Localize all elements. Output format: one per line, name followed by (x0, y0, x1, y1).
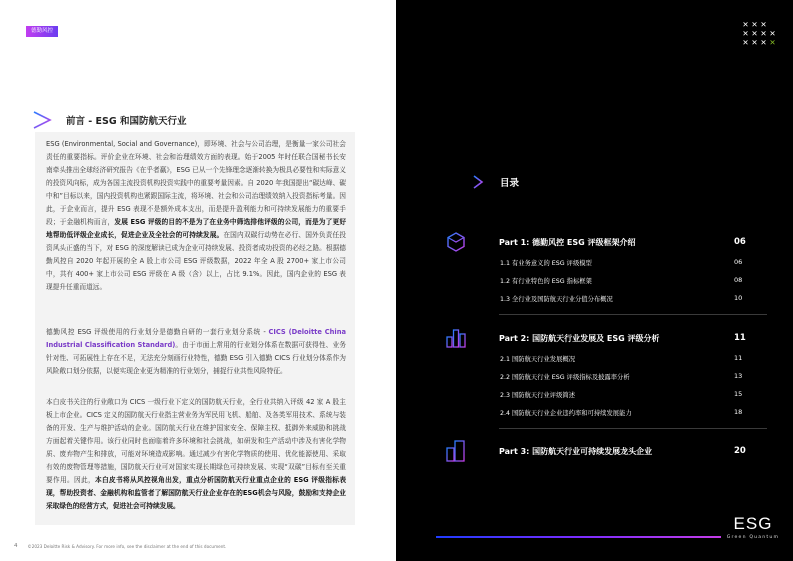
part-1-page: 06 (734, 237, 746, 247)
copyright-text: ©2023 Deloitte Risk & Advisory. For more info, see the disclaimer at the end of this document. (27, 543, 227, 549)
paragraph-3-text-a: 本白皮书关注的行业敞口为 CICS 一级行业下定义的国防航天行业，全行业共纳入评级 42 家 A 股主板上市企业。CICS 定义的国防航天行业指主营业务为军民用飞机、船舶、及各类军用技术、系统与装备的开发、生产与维护活动的企业。国防航天行业在维护国家安全、保障主权、抵御外来威胁和挑战方面起着关键作用。该行业同时也面临着许多环境和社会挑战，如研发和生产活动中涉及有害化学物质、废弃物产生和排放，可能对环境造成影响。通过减少有害化学物质的使用、优化能源使用、采取有效的废物管理等措施，国防航天行业可对国家实现长期绿色可持续发展、实现“双碳”目标有至关重要作用。因此， (46, 398, 346, 484)
part-3-page: 20 (734, 446, 746, 456)
building-icon (444, 439, 468, 463)
paragraph-1-text-a: ESG (Environmental, Social and Governance)，即环境、社会与公司治理，是衡量一家公司社会责任的重要指标。评价企业在环境、社会和治理绩效方面的表现。始于2005 年时任联合国秘书长安南牵头推出全球经济研究报告《在乎者赢》，ESG 已从一个先锋理念逐渐转换为极具必要性和实际意义的投资风向标，成为各国主流投资机构投资实践中的重要考量因素。自 2020 年我国提出“碳达峰、碳中和”目标以来，国内投资机构也紧跟国际主流，将环境、社会和公司治理绩效纳入投资指标考量。因此，于企业而言，提升 ESG 表现不是额外成本支出，而是提升盈利能力和可持续发展能力的重要手段；于金融机构而言， (46, 140, 346, 226)
toc-item-page: 18 (734, 408, 743, 416)
divider (499, 314, 767, 315)
toc-header (472, 174, 519, 190)
part-3-label: Part 3: 国防航天行业可持续发展龙头企业 (499, 446, 653, 456)
section-header (32, 110, 187, 130)
toc-item-label: 2.1 国防航天行业发展概况 (500, 355, 575, 363)
bar-chart-icon (444, 326, 468, 350)
cics-term: CICS (Deloitte China Industrial Classification Standard) (46, 328, 346, 349)
gradient-rule (436, 536, 721, 538)
chevron-right-icon (472, 174, 484, 190)
toc-part-2[interactable] (444, 327, 764, 421)
paragraph-2-text-c: 。由于市面上常用的行业划分体系在数据可获得性、业务针对性、可拓展性上存在不足，无法充分刻画行业特性，德勤 ESG 引入德勤 CICS 行业划分体系作为风险敞口划分依据，以便实现企业更为精准的行业划分，捕捉行业共性风险特征。 (46, 341, 346, 375)
left-footer (14, 543, 226, 549)
toc-part-3[interactable] (444, 440, 764, 462)
toc-item-label: 1.2 有行业特色的 ESG 指标框架 (500, 277, 592, 285)
part-2-label: Part 2: 国防航天行业发展及 ESG 评级分析 (499, 333, 660, 343)
toc-item-label: 2.4 国防航天行业企业违约率和可持续发展能力 (500, 409, 632, 417)
toc-item-page: 06 (734, 258, 743, 266)
toc-item-page: 11 (734, 354, 743, 362)
paragraph-3 (46, 396, 346, 513)
toc-item-label: 1.1 有业务意义的 ESG 评级模型 (500, 259, 592, 267)
toc-item[interactable] (444, 271, 764, 289)
toc-title: 目录 (500, 178, 520, 189)
toc-item-page: 15 (734, 390, 743, 398)
toc-item-label: 1.3 全行业及国防航天行业分值分布概况 (500, 295, 613, 303)
logo-sub-text: Green Quantum (726, 535, 780, 540)
toc-part-1[interactable] (444, 231, 764, 307)
paragraph-1-text-c: 在国内双碳行动势在必行、国外负责任投资风头正盛的当下，对 ESG 的深度解读已成为企业可持续发展、投资者成功投资的必经之路。根据德勤风控自 2020 年起开展的全 A 股上市公司 ESG 评级数据，2022 年全 A 股 2700+ 家上市公司中，共有 400+ 家上市公司 ESG 评级在 A 级（含）以上，占比 9.1%。因此，国内企业的 ESG 表现提升任重而道远。 (46, 231, 347, 291)
category-badge: 德勤风控 (26, 26, 58, 37)
left-page (0, 0, 396, 561)
chevron-right-icon (32, 110, 54, 130)
cube-icon (444, 230, 468, 254)
paragraph-1 (46, 138, 346, 294)
toc-item[interactable] (444, 403, 764, 421)
toc-item[interactable] (444, 289, 764, 307)
paragraph-1-text-b: 发展 ESG 评级的目的不是为了在业务中筛选排他评级的公司，而是为了更好地帮助低评级企业成长，促进企业及全社会的可持续发展。 (46, 218, 347, 239)
paragraph-2-text-a: 德勤风控 ESG 评级使用的行业划分是德勤自研的一套行业划分系统 - (46, 328, 269, 336)
paragraph-3-text-b: 本白皮书将从风控视角出发，重点分析国防航天行业重点企业的 ESG 评级指标表现，帮助投资者、金融机构和监管者了解国防航天行业企业存在的ESG机会与风险，鼓励和支持企业采取绿色的经营方式，促进社会可持续发展。 (46, 476, 347, 510)
toc-item-page: 10 (734, 294, 743, 302)
toc-item-page: 08 (734, 276, 743, 284)
right-page (396, 0, 793, 561)
part-2-page: 11 (734, 333, 746, 343)
esg-logo (722, 515, 784, 540)
toc-item-label: 2.3 国防航天行业评级简述 (500, 391, 575, 399)
toc-item[interactable] (444, 367, 764, 385)
section-title: 前言 - ESG 和国防航天行业 (66, 116, 187, 127)
logo-main-text: ESG (733, 514, 773, 533)
part-1-label: Part 1: 德勤风控 ESG 评级框架介绍 (499, 237, 636, 247)
toc-item[interactable] (444, 349, 764, 367)
toc-item-label: 2.2 国防航天行业 ESG 评级指标及披露率分析 (500, 373, 630, 381)
x-pattern-icon: ✕ ✕ ✕ ✕ ✕ ✕ ✕ ✕ ✕ ✕ ✕ (742, 20, 776, 47)
paragraph-2 (46, 326, 346, 378)
toc-item-page: 13 (734, 372, 743, 380)
page-number: 4 (14, 543, 18, 549)
toc-item[interactable] (444, 253, 764, 271)
divider (499, 428, 767, 429)
toc-item[interactable] (444, 385, 764, 403)
